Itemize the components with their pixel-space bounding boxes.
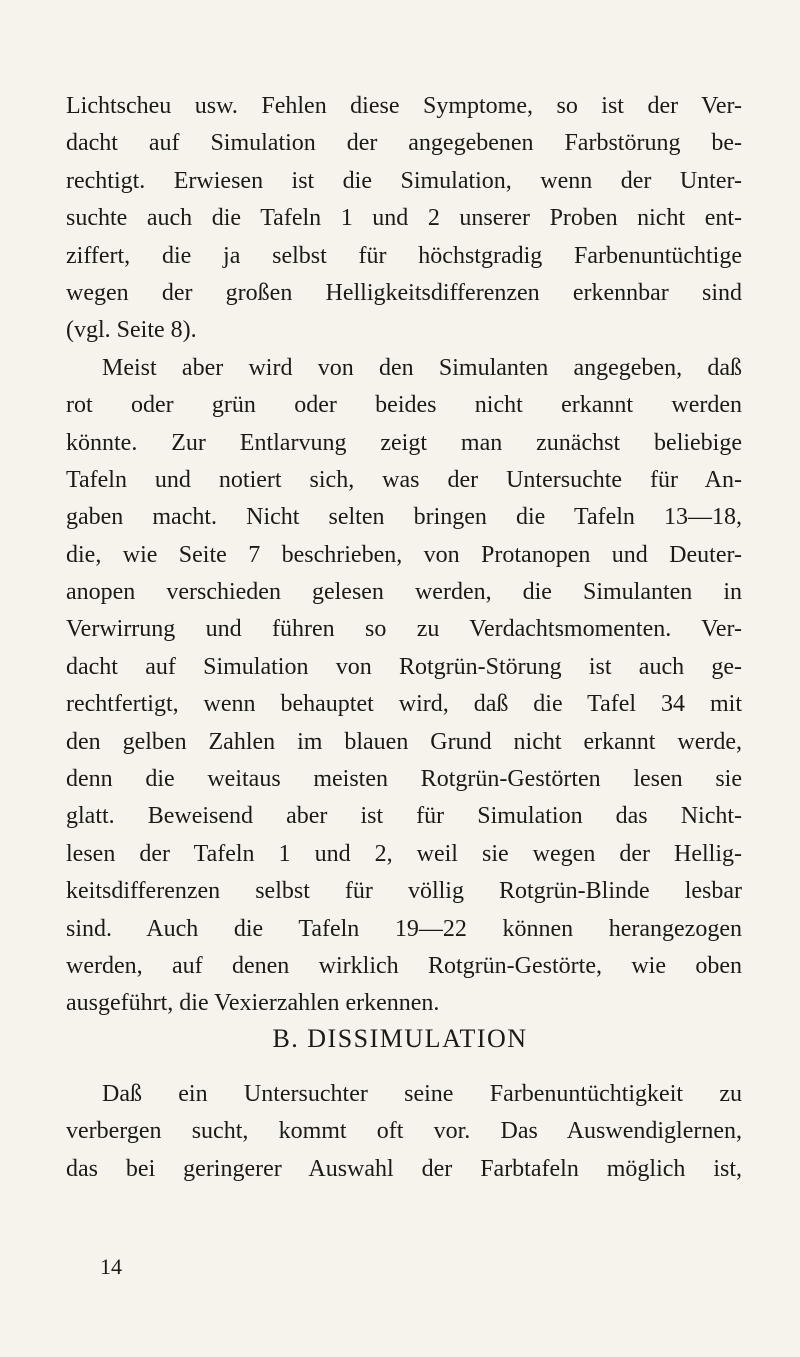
text-line: dacht auf Simulation der angegebenen Farbstörung be- — [66, 130, 742, 157]
text-line: die, wie Seite 7 beschrieben, von Protanopen und Deuter- — [66, 541, 742, 568]
text-line: rot oder grün oder beides nicht erkannt werden — [66, 392, 742, 419]
text-line: den gelben Zahlen im blauen Grund nicht erkannt werde, — [66, 728, 742, 755]
text-line: suchte auch die Tafeln 1 und 2 unserer Proben nicht ent- — [66, 205, 742, 232]
text-line: Verwirrung und führen so zu Verdachtsmomenten. Ver- — [66, 616, 742, 643]
text-line: ausgeführt, die Vexierzahlen erkennen. — [66, 990, 440, 1017]
text-line: Daß ein Untersuchter seine Farbenuntüchtigkeit zu — [102, 1081, 742, 1107]
text-line: Lichtscheu usw. Fehlen diese Symptome, so ist der Ver- — [66, 93, 742, 119]
section-heading: B. DISSIMULATION — [272, 1024, 528, 1053]
text-line: Meist aber wird von den Simulanten angegeben, daß — [102, 354, 742, 381]
text-line: lesen der Tafeln 1 und 2, weil sie wegen der Hellig- — [66, 840, 742, 867]
text-line: rechtigt. Erwiesen ist die Simulation, wenn der Unter- — [66, 167, 742, 194]
text-line: Tafeln und notiert sich, was der Untersuchte für An- — [66, 466, 742, 493]
text-line: sind. Auch die Tafeln 19—22 können herangezogen — [66, 915, 742, 942]
body-text-top — [66, 88, 742, 1023]
text-line: (vgl. Seite 8). — [66, 317, 197, 344]
page-number: 14 — [100, 1254, 122, 1279]
text-line: rechtfertigt, wenn behauptet wird, daß die Tafel 34 mit — [66, 691, 742, 718]
paragraph-3 — [66, 1076, 742, 1188]
text-line: keitsdifferenzen selbst für völlig Rotgrün-Blinde lesbar — [66, 878, 742, 905]
text-line: ziffert, die ja selbst für höchstgradig Farbenuntüchtige — [66, 242, 742, 269]
paragraph-1 — [66, 88, 742, 350]
text-line: werden, auf denen wirklich Rotgrün-Gestörte, wie oben — [66, 952, 742, 979]
text-line: verbergen sucht, kommt oft vor. Das Auswendiglernen, — [66, 1118, 742, 1145]
text-line: glatt. Beweisend aber ist für Simulation das Nicht- — [66, 803, 742, 830]
text-line: gaben macht. Nicht selten bringen die Tafeln 13—18, — [66, 504, 742, 531]
body-text-bottom — [66, 1076, 742, 1188]
text-line: dacht auf Simulation von Rotgrün-Störung ist auch ge- — [66, 653, 742, 680]
paragraph-2 — [66, 350, 742, 1023]
text-line: denn die weitaus meisten Rotgrün-Gestörten lesen sie — [66, 766, 742, 793]
text-line: könnte. Zur Entlarvung zeigt man zunächst beliebige — [66, 429, 742, 456]
text-line: wegen der großen Helligkeitsdifferenzen erkennbar sind — [66, 279, 742, 306]
text-line: das bei geringerer Auswahl der Farbtafeln möglich ist, — [66, 1155, 742, 1182]
text-line: anopen verschieden gelesen werden, die Simulanten in — [66, 579, 742, 606]
